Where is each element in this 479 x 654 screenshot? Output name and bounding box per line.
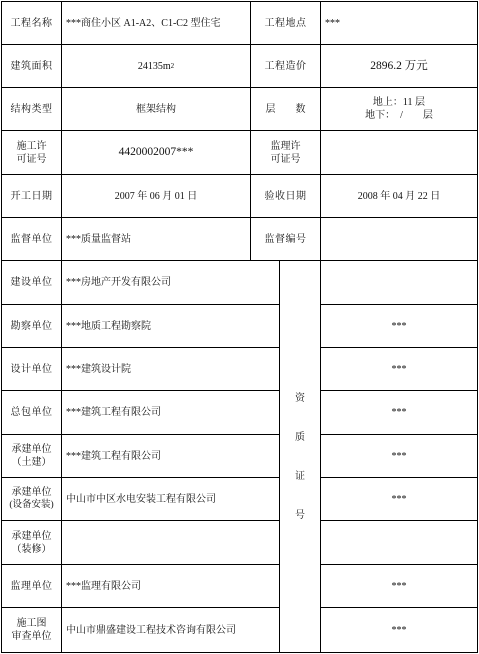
unit-label bbox=[2, 565, 61, 607]
unit-label bbox=[2, 521, 61, 564]
supervisor-no-label: 监督编号 bbox=[264, 233, 307, 245]
unit-label bbox=[2, 261, 61, 304]
unit-label bbox=[2, 391, 61, 434]
unit-label bbox=[2, 348, 61, 390]
project-location-label: 工程地点 bbox=[264, 17, 307, 29]
permit-value: 4420002007*** bbox=[118, 146, 194, 158]
acceptance-date-label: 验收日期 bbox=[264, 190, 307, 202]
permit-label-line-1: 施工许 bbox=[16, 140, 47, 152]
supervision-permit-label-line-2: 可证号 bbox=[270, 153, 301, 165]
unit-cert: *** bbox=[391, 450, 407, 462]
unit-cert: *** bbox=[391, 493, 407, 505]
unit-name: ***建筑工程有限公司 bbox=[66, 450, 161, 462]
unit-label-line: 监理单位 bbox=[10, 580, 53, 592]
unit-label-line: (设备安装) bbox=[9, 500, 54, 510]
unit-name: ***建筑设计院 bbox=[66, 363, 131, 375]
unit-name: 中山市鼎盛建设工程技术咨询有限公司 bbox=[66, 624, 236, 636]
unit-label-line: 承建单位 bbox=[11, 530, 52, 542]
unit-name: ***建筑工程有限公司 bbox=[66, 407, 161, 418]
unit-label-line: 审查单位 bbox=[11, 631, 52, 642]
unit-name: 中山市中区水电安装工程有限公司 bbox=[66, 493, 216, 505]
unit-name: ***监理有限公司 bbox=[66, 580, 141, 592]
cost-label: 工程造价 bbox=[264, 60, 307, 72]
permit-label-line-2: 可证号 bbox=[16, 153, 47, 165]
building-area-number: 24135m bbox=[137, 60, 171, 72]
rule bbox=[1, 652, 478, 653]
building-area-label: 建筑面积 bbox=[10, 60, 53, 72]
project-location-value: *** bbox=[325, 17, 340, 29]
start-date-label: 开工日期 bbox=[10, 190, 53, 202]
unit-cert: *** bbox=[391, 407, 407, 418]
floors-label: 层 数 bbox=[265, 103, 306, 115]
unit-label-line: 建设单位 bbox=[10, 277, 53, 288]
unit-label-line: 承建单位 bbox=[11, 487, 52, 498]
rule bbox=[477, 1, 478, 653]
floors-above: 地上：11 层 bbox=[372, 97, 426, 108]
floors-below: 地下： / 层 bbox=[365, 110, 433, 121]
cost-value: 2896.2 万元 bbox=[370, 59, 428, 72]
qualification-char: 质 bbox=[295, 431, 305, 443]
permit-label bbox=[2, 131, 61, 174]
structure-value: 框架结构 bbox=[136, 103, 176, 115]
supervision-permit-label bbox=[251, 131, 320, 174]
unit-cert bbox=[321, 521, 477, 564]
unit-label-line: 总包单位 bbox=[10, 407, 53, 418]
unit-label-line: 承建单位 bbox=[11, 444, 52, 455]
unit-cert bbox=[321, 261, 477, 304]
unit-cert: *** bbox=[391, 580, 407, 592]
qualification-char: 资 bbox=[295, 392, 305, 404]
supervisor-unit-label: 监督单位 bbox=[10, 233, 53, 245]
unit-name: ***地质工程勘察院 bbox=[66, 320, 151, 332]
supervisor-unit-value: ***质量监督站 bbox=[66, 233, 131, 245]
supervision-permit-label-line-1: 监理许 bbox=[270, 140, 301, 152]
qualification-char: 证 bbox=[295, 470, 305, 482]
unit-name bbox=[62, 521, 279, 564]
building-area-value: 24135m 2 bbox=[137, 60, 175, 72]
unit-cert: *** bbox=[391, 363, 407, 375]
unit-label bbox=[2, 435, 61, 477]
acceptance-date-value: 2008 年 04 月 22 日 bbox=[357, 190, 441, 202]
unit-label-line: （装修） bbox=[11, 543, 52, 555]
unit-cert: *** bbox=[391, 624, 407, 636]
start-date-value: 2007 年 06 月 01 日 bbox=[114, 190, 198, 202]
unit-cert: *** bbox=[391, 320, 407, 332]
structure-label: 结构类型 bbox=[10, 103, 53, 115]
unit-label-line: 勘察单位 bbox=[10, 320, 53, 332]
unit-name: ***房地产开发有限公司 bbox=[66, 277, 171, 288]
supervision-permit-value bbox=[321, 131, 477, 174]
qualification-char: 号 bbox=[295, 509, 305, 521]
unit-label bbox=[2, 305, 61, 347]
unit-label-line: （土建） bbox=[11, 457, 52, 468]
supervisor-no-value bbox=[321, 218, 477, 260]
unit-label-line: 设计单位 bbox=[10, 363, 53, 375]
unit-label-line: 施工图 bbox=[16, 618, 47, 629]
project-name-value: ***商住小区 A1-A2、C1-C2 型住宅 bbox=[66, 17, 221, 29]
qualification-cert-label bbox=[280, 261, 320, 652]
floors-value bbox=[321, 88, 477, 130]
unit-label bbox=[2, 478, 61, 520]
project-name-label: 工程名称 bbox=[10, 17, 53, 29]
unit-label bbox=[2, 608, 61, 652]
